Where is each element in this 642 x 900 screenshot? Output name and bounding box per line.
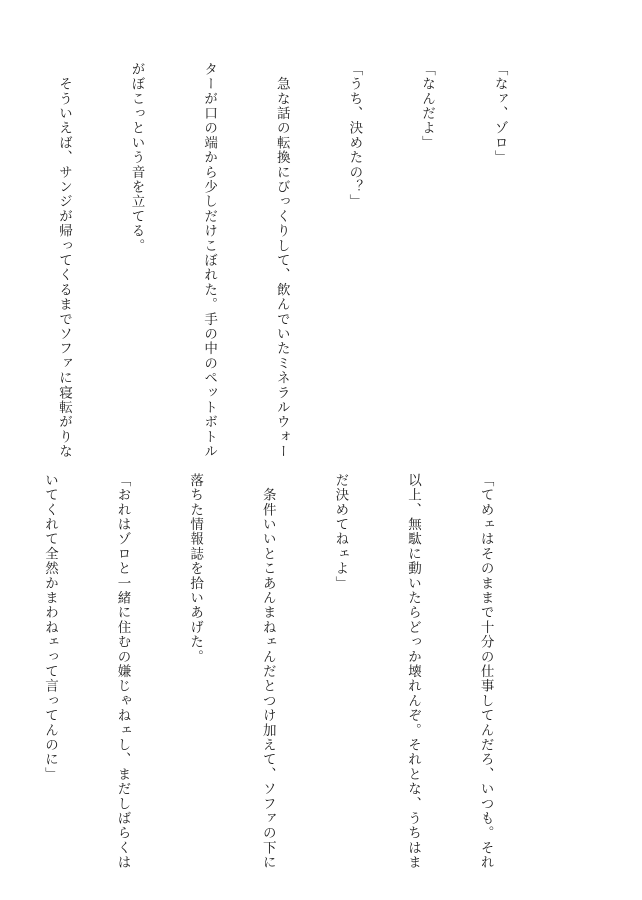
text-line: 「なァ、ゾロ」: [491, 62, 508, 165]
text-line: 「おれはゾロと一緒に住むの嫌じゃねェし、まだしばらくは: [114, 473, 131, 870]
text-line: 条件いいとこあんまねェんだとつけ加えて、ソファの下に: [259, 473, 276, 870]
text-line: 落ちた情報誌を拾いあげた。: [187, 473, 204, 665]
lower-text-block: [0, 473, 546, 870]
text-line: 以上、無駄に動いたらどっか壊れんぞ。それとな、うちはま: [404, 473, 421, 870]
text-line: だ決めてねェよ」: [332, 473, 349, 591]
text-line: ターが口の端から少しだけこぼれた。手の中のペットボトル: [201, 62, 218, 459]
text-line: 急な話の転換にびっくりして、飲んでいたミネラルウォー: [273, 62, 290, 459]
text-line: 「てめェはそのままで十分の仕事してんだろ、いつも。それ: [477, 473, 494, 870]
text-line: [0, 62, 3, 454]
text-line: そういえば、サンジが帰ってくるまでソファに寝転がりな: [55, 62, 72, 459]
text-line: がぼこっという音を立てる。: [128, 62, 145, 254]
text-line: 「なんだよ」: [418, 62, 435, 151]
upper-text-block: [0, 62, 560, 459]
text-line: いてくれて全然かまわねェって言ってんのに」: [41, 473, 58, 782]
text-line: 「うち、決めたの？」: [346, 62, 363, 209]
